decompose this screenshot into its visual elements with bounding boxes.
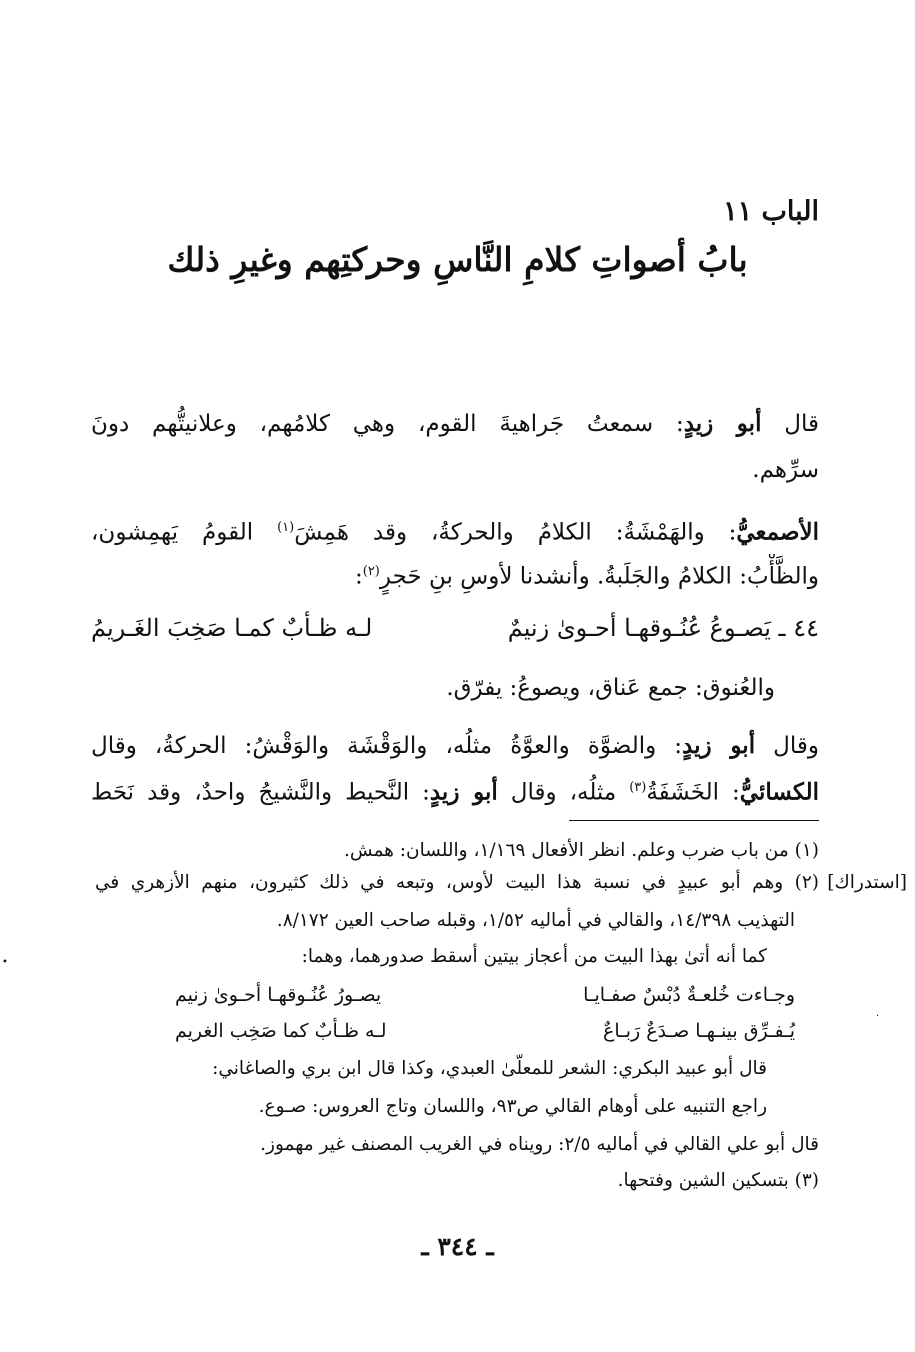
scan-speck: · xyxy=(876,1011,880,1022)
istidrak-label: [استدراك] xyxy=(827,872,907,893)
footnote-ref: (٢) xyxy=(362,564,380,579)
footnote-2-line2: التهذيب ١٤/٣٩٨، والقالي في أماليه ١/٥٢، وقبله صاحب العين ٨/١٧٢. xyxy=(276,910,795,931)
author-name: أبو زيدٍ xyxy=(682,732,756,759)
para1-line2: سرِّهم. xyxy=(752,457,819,483)
footnote-2-line3: كما أنه أتىٰ بهذا البيت من أعجاز بيتين أسقط صدورهما، وهما: xyxy=(301,946,767,967)
scan-speck: • xyxy=(2,957,8,968)
verse-44 xyxy=(91,610,819,646)
footnote-verse-2: يُـفـرِّق بينـهـا صـدَعٌ رَبـاعٌ لـه ظـأبٌ كما صَخِب الغريم xyxy=(175,1020,795,1042)
author-name: أبو زيدٍ xyxy=(683,410,762,437)
para1-text: : سمعتُ جَراهيةَ القوم، وهي كلامُهم، وعلانيتُّهم دونَ xyxy=(91,411,684,437)
footnote-2-line5: راجع التنبيه على أوهام القالي ص٩٣، واللسان وتاج العروس: صـوع. xyxy=(258,1096,767,1117)
page-number: ـ ٣٤٤ ـ xyxy=(421,1232,494,1261)
para3-line1: وقال أبو زيدٍ: والضوَّة والعوَّةُ مثلُه، والوَقْشَة والوَقْشُ: الحركةُ، وقال xyxy=(91,732,819,759)
para1-prefix: قال xyxy=(784,411,819,437)
author-name: أبو زيدٍ xyxy=(429,778,498,806)
footnote-2-line6: قال أبو علي القالي في أماليه ٢/٥: رويناه في الغريب المصنف غير مهموز. xyxy=(260,1134,819,1155)
verse-first-hemistich: ٤٤ ـ يَصـوعُ عُنُـوقهـا أحـوىٰ زنيمٌ xyxy=(507,614,819,642)
author-name: الأصمعيُّ xyxy=(736,518,819,546)
footnote-verse-1: وجـاءت خُلعـةٌ دُبْسٌ صفـايـا يصـورُ عُنُـوقهـا أحـوىٰ زنيم xyxy=(175,984,795,1006)
para2-line2: والظَّأْبُ: الكلامُ والجَلَبةُ. وأنشدنا لأوسِ بنِ حَجرٍ$^{(٢)}$: xyxy=(354,563,819,590)
chapter-label: الباب ١١ xyxy=(723,196,819,227)
footnote-ref: (١) xyxy=(277,520,295,535)
footnote-ref: (٣) xyxy=(629,780,647,795)
footnote-3: (٣) بتسكين الشين وفتحها. xyxy=(617,1170,819,1191)
gloss-line: والعُنوق: جمع عَناق، ويصوعُ: يفرّق. xyxy=(446,675,775,701)
chapter-title: بابُ أصواتِ كلامِ النَّاسِ وحركتِهم وغيرِ ذلك xyxy=(167,240,748,279)
footnote-separator xyxy=(569,820,819,821)
footnote-1: (١) من باب ضرب وعلم. انظر الأفعال ١/١٦٩، واللسان: همش. xyxy=(343,840,819,861)
para2-line1: الأصمعيُّ: والهَمْشَةُ: الكلامُ والحركةُ، وقد هَمِشَ$^{(١)}$ القومُ يَهمِشون، xyxy=(91,518,819,546)
para3-line2: الكسائيُّ: الخَشَفَةُ$^{(٣)}$ مثلُه، وقال أبو زيدٍ: النَّحيط والنَّشيجُ واحدٌ، وقد نَحَط xyxy=(91,778,819,806)
para1-line1 xyxy=(91,406,819,442)
footnote-2-line1: (٢) وهم أبو عبيدٍ في نسبة هذا البيت لأوس، وتبعه في ذلك كثيرون، منهم الأزهري في xyxy=(95,872,819,893)
author-name: الكسائيُّ xyxy=(739,778,819,806)
verse-second-hemistich: لـه ظـأبٌ كمـا صَخِبَ الغَـريمُ xyxy=(91,614,373,642)
footnote-2-line4: قال أبو عبيد البكري: الشعر للمعلّىٰ العبدي، وكذا قال ابن بري والصاغاني: xyxy=(212,1058,767,1079)
